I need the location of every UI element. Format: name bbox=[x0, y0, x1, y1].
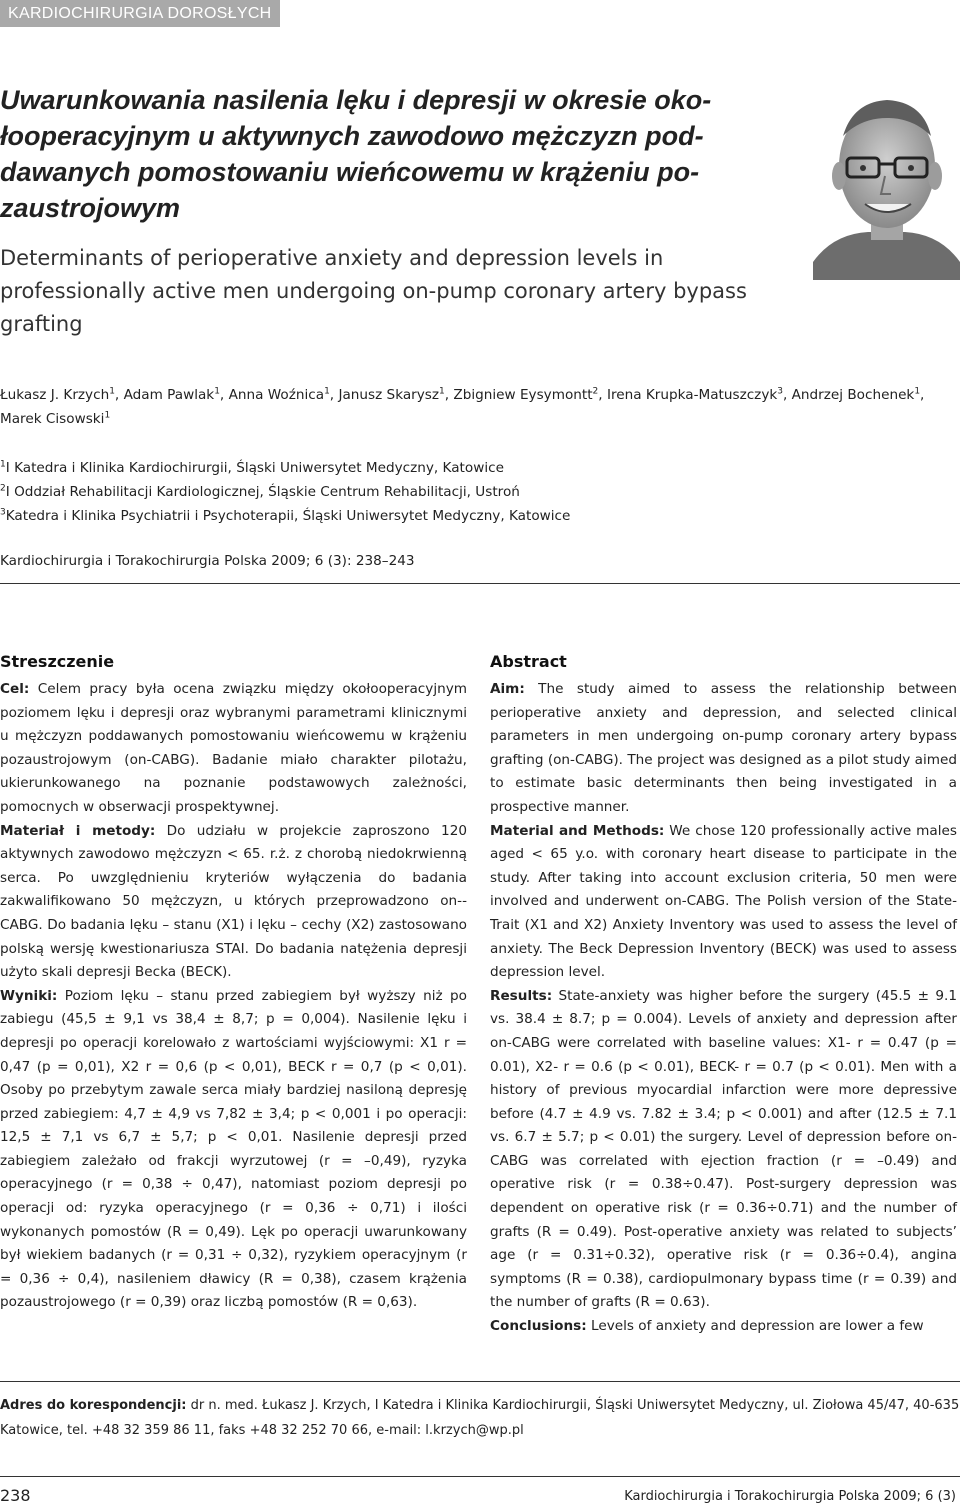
author-name: Adam Pawlak bbox=[123, 387, 215, 403]
author-affiliation-number: 1 bbox=[914, 386, 921, 397]
correspondence-address bbox=[0, 1393, 960, 1443]
section-tag: KARDIOCHIRURGIA DOROSŁYCH bbox=[0, 0, 280, 27]
author bbox=[229, 387, 330, 403]
metody-text: Do udziału w projekcie zaproszono 120 aktywnych zawodowo mężczyzn < 65. r.ż. z chorobą niedokrwienną serca. Po uwzględnieniu kryteriów wyłączenia do badania zakwalifikowano 50 mężczyzn, u których przeprowadzono on--CABG. Do badania lęku – stanu (X1) i lęku – cechy (X2) zastosowano polską wersję kwestionariusza STAI. Do badania natężenia depresji użyto skali depresji Becka (BECK). bbox=[0, 822, 467, 981]
author-portrait bbox=[813, 84, 960, 280]
author-affiliation-number: 1 bbox=[214, 386, 220, 397]
results-label: Results: bbox=[490, 987, 553, 1004]
aim-paragraph bbox=[490, 678, 957, 820]
methods-text: We chose 120 professionally active males aged < 65 y.o. with coronary heart disease to participate in the study. After taking into account exclusion criteria, 50 men were involved and underwent on-CABG. The Polish version of the State-Trait (X1 and X2) Anxiety Inventory was used to assess the level of anxiety. The Beck Depression Inventory (BECK) was used to assess depression level. bbox=[490, 822, 957, 981]
cel-label: Cel: bbox=[0, 681, 30, 697]
author-affiliation-number: 1 bbox=[104, 410, 111, 421]
metody-label: Materiał i metody: bbox=[0, 822, 156, 839]
author-name: Andrzej Bochenek bbox=[791, 387, 915, 403]
affiliation-text: I Katedra i Klinika Kardiochirurgii, Śląski Uniwersytet Medyczny, Katowice bbox=[5, 460, 504, 476]
abstract-column bbox=[490, 650, 957, 1339]
author-name: Anna Woźnica bbox=[228, 387, 325, 403]
author-name: Łukasz J. Krzych bbox=[0, 387, 110, 403]
author-affiliation-number: 1 bbox=[439, 386, 445, 397]
author-list: Łukasz J. Krzych$^1$, Adam Pawlak$^1$, Anna Woźnica$^1$, Janusz Skarysz$^1$, Zbigniew Eysymontt$^2$, Irena Krupka-Matuszczyk$^3$, Andrzej Bochenek$^1$, Marek Cisowski$^1$ bbox=[0, 386, 925, 427]
affiliation-number: 3 bbox=[0, 507, 6, 518]
affiliations bbox=[0, 456, 940, 528]
results-text: State-anxiety was higher before the surgery (45.5 ± 9.1 vs. 38.4 ± 8.7; p = 0.004). Levels of anxiety and depression after on-CABG were correlated with baseline values: X1- r = 0.47 (p = 0.01), X2- r = 0.6 (p < 0.01), BECK- r = 0.7 (p < 0.01). Men with a history of previous myocardial infarction were more depressive before (4.7 ± 4.9 vs. 7.82 ± 3.4; p < 0.001) and after (12.5 ± 7.1 vs. 6.7 ± 5.7; p < 0.01) the surgery. Level of depression before on-CABG was correlated with ejection fraction (r = –0.49) and operative risk (r = 0.38÷0.47). Post-surgery depression was dependent on operative risk (r = 0.36÷0.71) and the number of grafts (R = 0.49). Post-operative anxiety was related to subjects’ age (r = 0.31÷0.32), operative risk (r = 0.36÷0.4), angina symptoms (R = 0.38), cardiopulmonary bypass time (r = 0.39) and the number of grafts (R = 0.63). bbox=[490, 987, 957, 1311]
aim-label: Aim: bbox=[490, 681, 525, 697]
footer-divider bbox=[0, 1476, 960, 1477]
abstract-heading: Abstract bbox=[490, 652, 567, 671]
correspondence-label: Adres do korespondencji: bbox=[0, 1398, 187, 1413]
correspondence-text: dr n. med. Łukasz J. Krzych, I Katedra i Klinika Kardiochirurgii, Śląski Uniwersytet Medyczny, ul. Ziołowa 45/47, 40-635 Katowice, tel. +48 32 359 86 11, faks +48 32 252 70 66, e-mail: l.krzych@wp.pl bbox=[0, 1398, 960, 1438]
wyniki-paragraph bbox=[0, 985, 467, 1315]
cel-text: Celem pracy była ocena związku między okołooperacyjnym poziomem lęku i depresji oraz wybranymi parametrami klinicznymi u mężczyzn poddawanych pomostowaniu wieńcowemu w krążeniu pozaustrojowym (on-CABG). Badanie miało charakter pilotażu, ukierunkowanego na poznanie podstawowych zależności, pomocnych w obserwacji prospektywnej. bbox=[0, 681, 467, 815]
author bbox=[338, 387, 444, 403]
article-title-pl: Uwarunkowania nasilenia lęku i depresji w okresie oko-łooperacyjnym u aktywnych zawodowo mężczyzn pod-dawanych pomostowaniu wieńcowemu w krążeniu po-zaustrojowym bbox=[0, 85, 712, 223]
author-name: Irena Krupka-Matuszczyk bbox=[606, 387, 778, 403]
methods-paragraph bbox=[490, 820, 957, 985]
affiliation-text: I Oddział Rehabilitacji Kardiologicznej, Śląskie Centrum Rehabilitacji, Ustroń bbox=[5, 484, 520, 500]
author bbox=[0, 411, 110, 427]
methods-label: Material and Methods: bbox=[490, 822, 665, 839]
author bbox=[453, 387, 598, 403]
article-title-en: Determinants of perioperative anxiety and depression levels in professionally active men undergoing on-pump coronary artery bypass grafting bbox=[0, 246, 747, 336]
streszczenie-body bbox=[0, 678, 467, 820]
affiliation-item bbox=[0, 456, 940, 480]
affiliation-text: Katedra i Klinika Psychiatrii i Psychoterapii, Śląski Uniwersytet Medyczny, Katowice bbox=[5, 508, 571, 524]
author-affiliation-number: 1 bbox=[324, 386, 330, 397]
conclusions-label: Conclusions: bbox=[490, 1318, 587, 1335]
conclusions-text: Levels of anxiety and depression are lower a few bbox=[586, 1318, 924, 1335]
author-name: Zbigniew Eysymontt bbox=[453, 387, 593, 403]
wyniki-label: Wyniki: bbox=[0, 987, 58, 1004]
wyniki-text: Poziom lęku – stanu przed zabiegiem był wyższy niż po zabiegu (45,5 ± 9,1 vs 38,4 ± 8,7; p = 0,004). Nasilenie lęku i depresji po operacji korelowało z wartościami wyjściowymi: X1 r = 0,47 (p = 0,01), X2 r = 0,6 (p < 0,01), BECK r = 0,7 (p < 0,01). Osoby po przebytym zawale serca miały bardziej nasiloną depresję przed zabiegiem: 4,7 ± 4,9 vs 7,82 ± 3,4; p < 0,001 i po operacji: 12,5 ± 7,1 vs 6,7 ± 5,7; p < 0,01. Nasilenie depresji przed zabiegiem zależało od frakcji wyrzutowej (r = –0,49), ryzyka operacyjnego (r = 0,38 ÷ 0,47), natomiast poziom depresji po operacji od: ryzyka operacyjnego (r = 0,36 ÷ 0,71) i ilości wykonanych pomostów (R = 0,49). Lęk po operacji uwarunkowany był wiekiem badanych (r = 0,31 ÷ 0,32), ryzykiem operacyjnym (r = 0,36 ÷ 0,4), nasileniem dławicy (R = 0,38), czasem krążenia pozaustrojowego (r = 0,39) oraz liczbą pomostów (R = 0,63). bbox=[0, 987, 467, 1311]
aim-text: The study aimed to assess the relationship between perioperative anxiety and depression, and selected clinical parameters in men undergoing on-pump coronary artery bypass grafting (on-CABG). The project was designed as a pilot study aimed to estimate basic determinants then being investigated in a prospective manner. bbox=[490, 681, 957, 815]
results-paragraph bbox=[490, 985, 957, 1315]
author-affiliation-number: 1 bbox=[109, 386, 115, 397]
author bbox=[607, 387, 783, 403]
affiliation-number: 1 bbox=[0, 459, 6, 470]
author-name: Janusz Skarysz bbox=[338, 387, 440, 403]
affiliation-item bbox=[0, 504, 940, 528]
streszczenie-column bbox=[0, 650, 467, 1315]
author bbox=[124, 387, 220, 403]
top-divider bbox=[0, 583, 960, 584]
author-affiliation-number: 3 bbox=[777, 386, 783, 397]
citation: Kardiochirurgia i Torakochirurgia Polska 2009; 6 (3): 238–243 bbox=[0, 553, 415, 569]
author-affiliation-number: 2 bbox=[592, 386, 599, 397]
affiliation-number: 2 bbox=[0, 483, 6, 494]
affiliation-item bbox=[0, 480, 940, 504]
author-name: Marek Cisowski bbox=[0, 411, 105, 427]
metody-paragraph bbox=[0, 820, 467, 985]
correspondence-divider bbox=[0, 1381, 960, 1382]
streszczenie-heading: Streszczenie bbox=[0, 652, 115, 671]
page-number: 238 bbox=[0, 1486, 31, 1505]
author bbox=[792, 387, 920, 403]
conclusions-paragraph bbox=[490, 1315, 957, 1339]
footer-journal: Kardiochirurgia i Torakochirurgia Polska 2009; 6 (3) bbox=[624, 1489, 956, 1504]
author bbox=[0, 387, 115, 403]
